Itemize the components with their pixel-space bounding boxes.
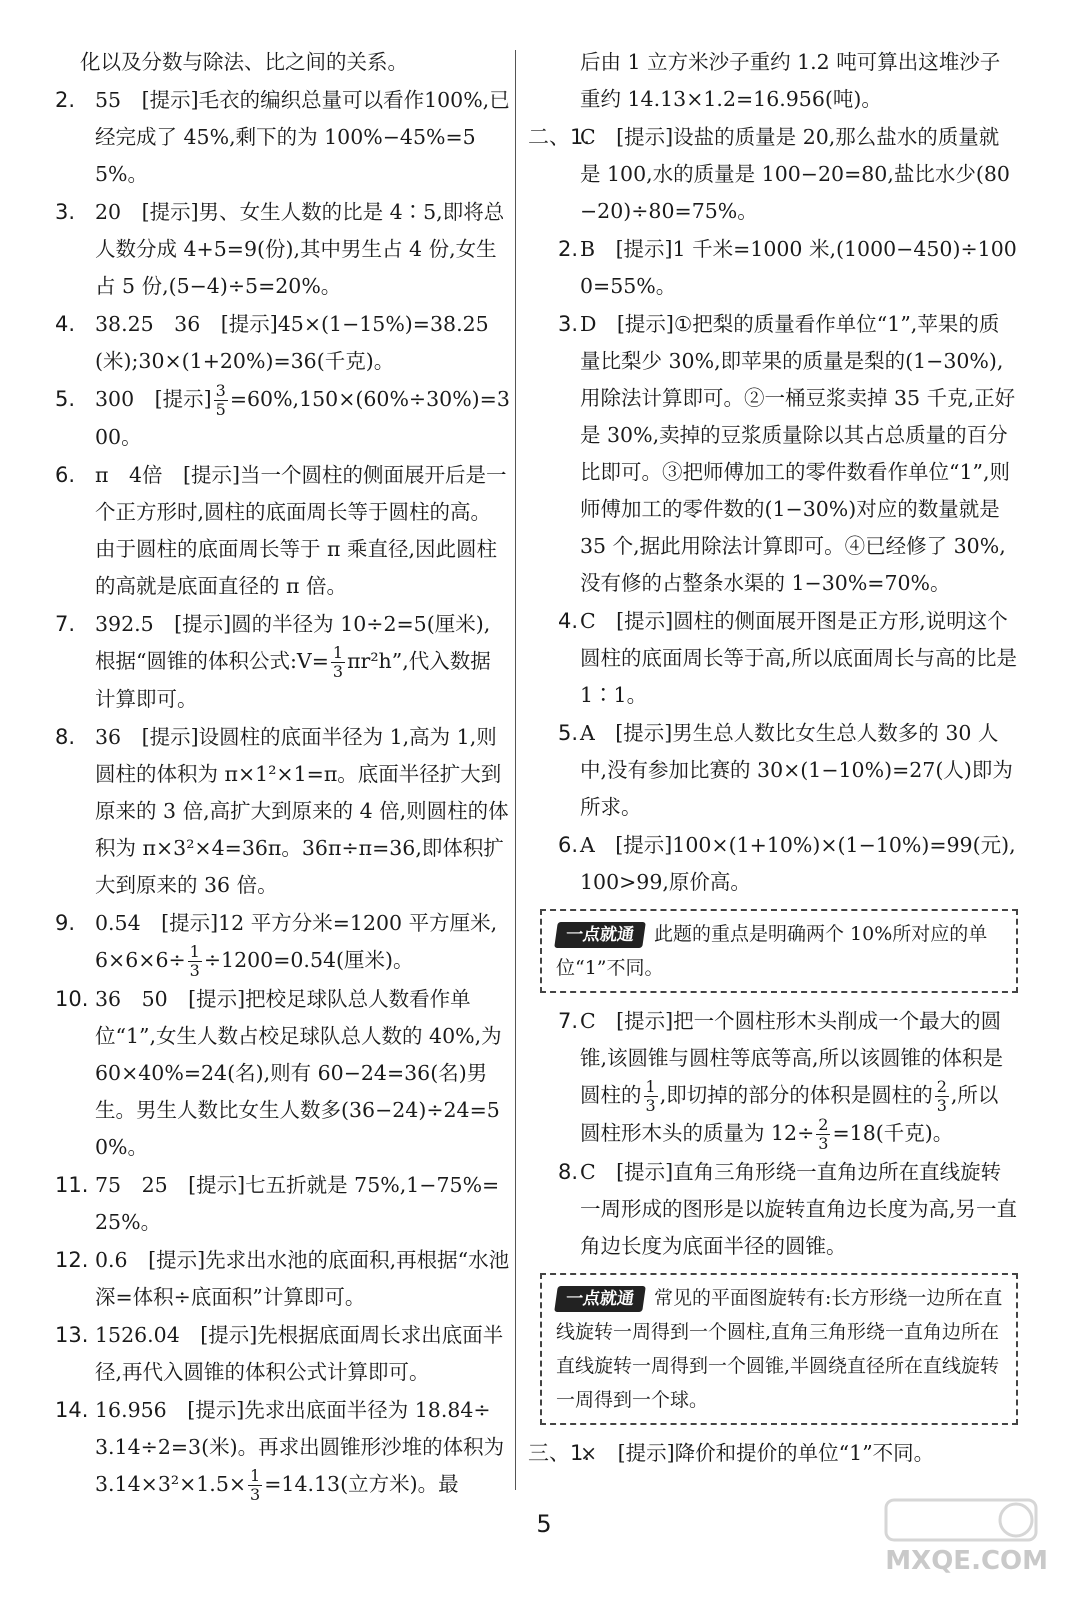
list-item: 8. 36 [提示]设圆柱的底面半径为 1,高为 1,则圆柱的体积为 π×1²×1=π。底面半径扩大到原来的 3 倍,高扩大到原来的 4 倍,则圆柱的体积为 π×3²×4=36π。36π÷π=36,即体积扩大到原来的 36 倍。	[55, 725, 509, 897]
fraction: $\frac{1}{3}$	[645, 1077, 656, 1115]
watermark-logo: MXQE.COM	[866, 1492, 1066, 1582]
list-item: 2. B [提示]1 千米=1000 米,(1000−450)÷1000=55%。	[558, 237, 1017, 298]
tip-tag: 一点就通	[554, 922, 646, 948]
right-column	[528, 44, 1024, 1473]
list-item: 三、1. × [提示]降价和提价的单位“1”不同。	[528, 1441, 935, 1465]
list-item: 4. 38.25 36 [提示]45×(1−15%)=38.25(米);30×(1+20%)=36(千克)。	[55, 312, 489, 373]
tip-tag: 一点就通	[554, 1286, 646, 1312]
fraction: $\frac{1}{3}$	[250, 1466, 261, 1504]
list-item: 13. 1526.04 [提示]先根据底面周长求出底面半径,再代入圆锥的体积公式计算即可。	[55, 1323, 504, 1384]
list-item: 二、1. C [提示]设盐的质量是 20,那么盐水的质量就是 100,水的质量是 100−20=80,盐比水少(80−20)÷80=75%。	[528, 125, 1010, 223]
list-item: 化以及分数与除法、比之间的关系。	[80, 50, 408, 74]
left-column	[55, 44, 510, 1505]
list-item: 7. C [提示]把一个圆柱形木头削成一个最大的圆锥,该圆锥与圆柱等底等高,所以该圆锥的体积是圆柱的 $\frac{1}{3}$ ,即切掉的部分的体积是圆柱的 $\frac{2}{3}$ ,所以圆柱形木头的质量为 12÷ $\frac{2}{3}$ =18(千克)。	[558, 1009, 1004, 1153]
fraction: $\frac{1}{3}$	[189, 942, 200, 980]
list-item: 14. 16.956 [提示]先求出底面半径为 18.84÷3.14÷2=3(米)。再求出圆锥形沙堆的体积为 3.14×3²×1.5× $\frac{1}{3}$ =14.13(立方米)。最	[55, 1398, 511, 1504]
tip-text: 此题的重点是明确两个 10%所对应的单位“1”不同。	[556, 923, 988, 979]
list-item: 2. 55 [提示]毛衣的编织总量可以看作100%,已经完成了 45%,剩下的为 100%−45%=55%。	[55, 88, 510, 186]
tip-box	[540, 909, 1018, 993]
list-item: 8. C [提示]直角三角形绕一直角边所在直线旋转一周形成的图形是以旋转直角边长度为高,另一直角边长度为底面半径的圆锥。	[558, 1160, 1018, 1258]
list-item: 5. 300 [提示] $\frac{3}{5}$ =60%,150×(60%÷30%)=300。	[55, 381, 510, 449]
list-item: 3. 20 [提示]男、女生人数的比是 4∶5,即将总人数分成 4+5=9(份),其中男生占 4 份,女生占 5 份,(5−4)÷5=20%。	[55, 200, 505, 298]
list-item: 后由 1 立方米沙子重约 1.2 吨可算出这堆沙子重约 14.13×1.2=16.956(吨)。	[580, 50, 1001, 111]
list-item: 7. 392.5 [提示]圆的半径为 10÷2=5(厘米),根据“圆锥的体积公式:V= $\frac{1}{3}$ πr²h”,代入数据计算即可。	[55, 612, 491, 711]
list-item: 10. 36 50 [提示]把校足球队总人数看作单位“1”,女生人数占校足球队总人数的 40%,为 60×40%=24(名),则有 60−24=36(名)男生。男生人数比女生人数多(36−24)÷24=50%。	[55, 987, 509, 1159]
list-item: 12. 0.6 [提示]先求出水池的底面积,再根据“水池深=体积÷底面积”计算即可。	[55, 1248, 510, 1309]
tip-box	[540, 1273, 1018, 1425]
list-item: 3. D [提示]①把梨的质量看作单位“1”,苹果的质量比梨少 30%,即苹果的质量是梨的(1−30%),用除法计算即可。②一桶豆浆卖掉 35 千克,正好是 30%,卖掉的豆浆质量除以其占总质量的百分比即可。③把师傅加工的零件数看作单位“1”,则师傅加工的零件数的(1−30%)对应的数量就是 35 个,据此用除法计算即可。④已经修了 30%,没有修的占整条水渠的 1−30%=70%。	[558, 312, 1016, 595]
page-number: 5	[536, 1510, 552, 1538]
list-item: 11. 75 25 [提示]七五折就是 75%,1−75%=25%。	[55, 1173, 500, 1234]
list-item: 5. A [提示]男生总人数比女生总人数多的 30 人中,没有参加比赛的 30×(1−10%)=27(人)即为所求。	[558, 721, 1013, 819]
list-item: 4. C [提示]圆柱的侧面展开图是正方形,说明这个圆柱的底面周长等于高,所以底面周长与高的比是 1∶1。	[558, 609, 1024, 707]
fraction: $\frac{1}{3}$	[332, 643, 344, 681]
fraction: $\frac{3}{5}$	[215, 381, 226, 419]
fraction: $\frac{2}{3}$	[818, 1115, 829, 1153]
column-divider	[515, 50, 516, 1490]
list-item: 6. A [提示]100×(1+10%)×(1−10%)=99(元),100>99,原价高。	[558, 833, 1016, 894]
list-item: 9. 0.54 [提示]12 平方分米=1200 平方厘米,6×6×6÷ $\frac{1}{3}$ ÷1200=0.54(厘米)。	[55, 911, 498, 980]
fraction: $\frac{2}{3}$	[936, 1077, 947, 1115]
tip-text: 常见的平面图旋转有:长方形绕一边所在直线旋转一周得到一个圆柱,直角三角形绕一直角边所在直线旋转一周得到一个圆锥,半圆绕直径所在直线旋转一周得到一个球。	[556, 1287, 1003, 1411]
list-item: 6. π 4倍 [提示]当一个圆柱的侧面展开后是一个正方形时,圆柱的底面周长等于圆柱的高。由于圆柱的底面周长等于 π 乘直径,因此圆柱的高就是底面直径的 π 倍。	[55, 463, 507, 598]
